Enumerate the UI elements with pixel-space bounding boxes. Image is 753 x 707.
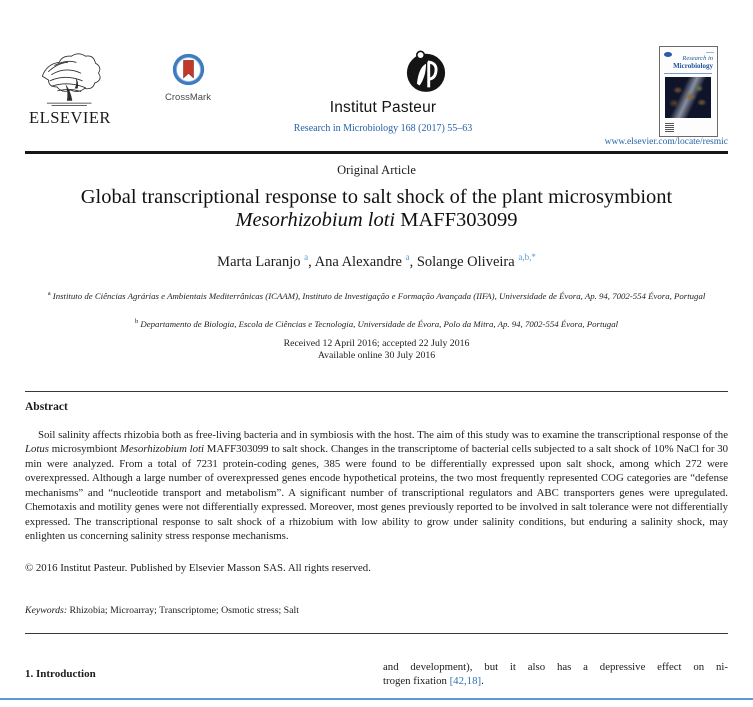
introduction-heading: 1. Introduction [25, 668, 96, 680]
abstract-top-rule [25, 391, 728, 392]
author-name: Solange Oliveira [416, 253, 515, 270]
journal-cover-thumbnail [659, 46, 718, 137]
crossmark-logo [152, 53, 224, 103]
abstract-text [25, 428, 728, 544]
viewer-bottom-border [0, 698, 753, 700]
institut-pasteur-wordmark: Institut Pasteur [329, 99, 437, 116]
author-affil-mark[interactable]: a [405, 252, 410, 262]
body-text-line [383, 675, 484, 687]
abstract-segment: Soil salinity affects rhizobia both as free-living bacteria and in symbiosis with the host. The aim of this study was to examine the transcriptional response of the [38, 429, 728, 441]
title-species-italic: Mesorhizobium loti [235, 209, 396, 231]
affiliation-b [25, 316, 728, 330]
cover-barcode [665, 123, 674, 132]
elsevier-tree-icon [24, 50, 116, 110]
author-separator: , [308, 253, 315, 270]
keywords-bottom-rule [25, 633, 728, 634]
author-affil-mark[interactable]: a,b,* [518, 252, 536, 262]
body-text-segment: . [481, 674, 484, 687]
cover-title-line1: Research in [682, 55, 713, 62]
body-text-segment: trogen fixation [383, 674, 450, 687]
article-type-label: Original Article [337, 163, 416, 177]
title-text: Global transcriptional response to salt shock of the plant microsymbiont [80, 186, 673, 208]
author-name: Ana Alexandre [314, 253, 402, 270]
article-title [25, 186, 728, 232]
keywords-line [25, 605, 728, 616]
affiliation-b-text: Departamento de Biologia, Escola de Ciências e Tecnologia, Universidade de Évora, Polo da Mitra, Ap. 94, 7002-554 Évora, Portugal [138, 318, 619, 329]
keywords-label: Keywords: [25, 605, 68, 616]
journal-citation-link[interactable]: Research in Microbiology 168 (2017) 55–63 [293, 123, 473, 134]
abstract-italic-lotus: Lotus [25, 443, 50, 456]
author-line [25, 252, 728, 271]
cover-divider [664, 73, 712, 74]
header-rule [25, 151, 728, 154]
body-text-line: and development), but it also has a depressive effect on ni- [383, 661, 728, 673]
abstract-italic-species: Mesorhizobium loti [119, 443, 205, 456]
affiliation-a-text: Instituto de Ciências Agrárias e Ambientais Mediterrânicas (ICAAM), Instituto de Investigação e Formação Avançada (IIFA), Universidade de Évora, Ap. 94, 7002-554 Évora, Portugal [50, 290, 706, 301]
abstract-segment: MAFF303099 to salt shock. Changes in the transcriptome of bacterial cells subjected to a salt shock of 10% NaCl for 30 min were analyzed. From a total of 7231 protein-coding genes, 385 were found to be differentially expressed upon salt shock, among which 272 were overexpressed. Although a large number of overexpressed genes encode hypothetical proteins, the two most frequently represented COG categories are “defense mechanisms” and “nucleotide transport and metabolism”. A significant number of transcriptional regulators and ABC transporters genes were upregulated. Chemotaxis and motility genes were not differentially expressed. Moreover, most genes previously reported to be involved in salt tolerance were not differentially expressed. The transcriptional response to salt shock of a rhizobium with low ability to grow under salinity conditions, but enduring a salinity shock, may enlighten us concerning salinity stress response mechanisms. [25, 443, 728, 543]
citation-link[interactable]: [42,18] [449, 674, 482, 687]
author-affil-mark[interactable]: a [304, 252, 309, 262]
cover-issue-text [706, 52, 714, 53]
crossmark-wordmark: CrossMark [165, 92, 211, 103]
keywords-text: Rhizobia; Microarray; Transcriptome; Osmotic stress; Salt [67, 605, 299, 616]
abstract-segment: microsymbiont [49, 443, 120, 456]
elsevier-logo [24, 50, 116, 128]
affiliation-a-mark: a [47, 290, 51, 297]
available-online-date: Available online 30 July 2016 [317, 350, 436, 361]
institut-pasteur-icon [406, 49, 446, 98]
right-column-text [383, 661, 728, 688]
crossmark-icon [172, 73, 205, 90]
received-dates: Received 12 April 2016; accepted 22 July 2016 [283, 338, 470, 349]
abstract-heading: Abstract [25, 401, 68, 413]
author-separator: , [409, 253, 417, 270]
author-name: Marta Laranjo [217, 253, 301, 270]
elsevier-wordmark: ELSEVIER [29, 108, 111, 127]
title-strain: MAFF303099 [395, 209, 518, 231]
copyright-line: © 2016 Institut Pasteur. Published by Elsevier Masson SAS. All rights reserved. [25, 562, 371, 574]
elsevier-locate-link[interactable]: www.elsevier.com/locate/resmic [604, 137, 728, 147]
cover-title-line2: Microbiology [673, 62, 713, 70]
affiliation-b-mark: b [134, 318, 139, 325]
cover-photo [665, 77, 711, 118]
affiliation-a [25, 288, 728, 302]
